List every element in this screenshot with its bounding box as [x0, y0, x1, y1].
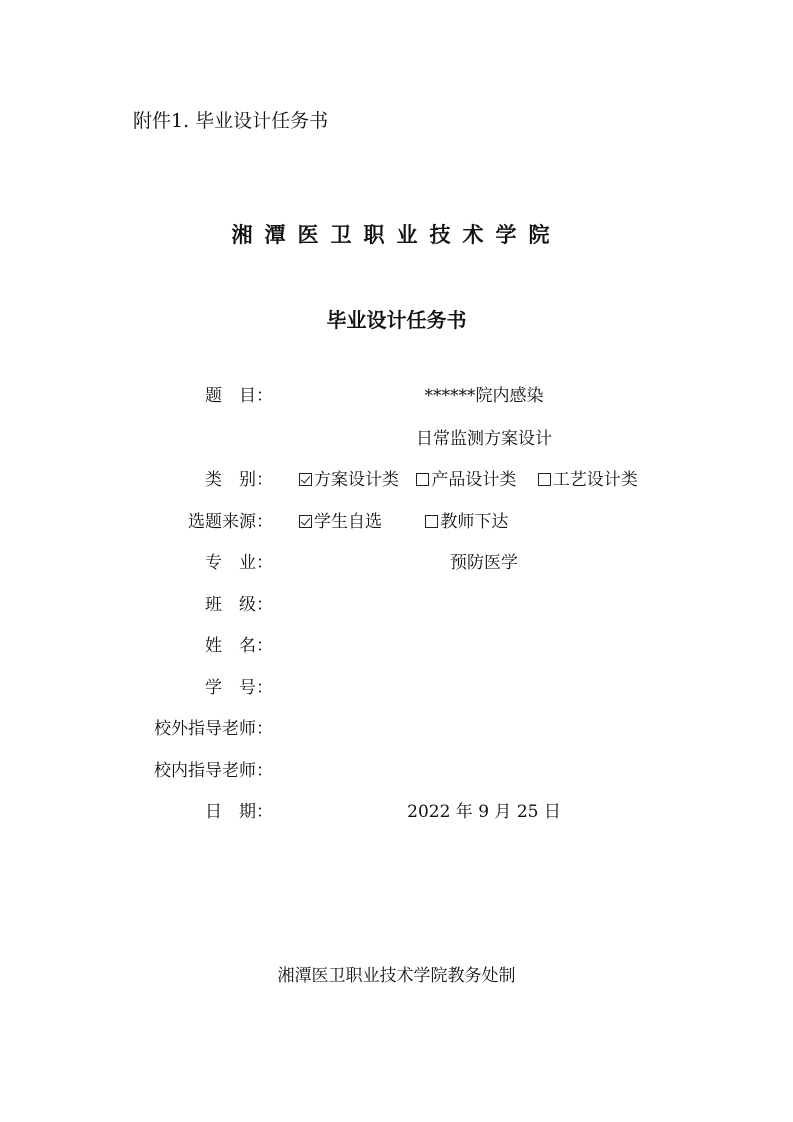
class-label: 班 级：: [205, 595, 273, 615]
footer-issuer: 湘潭医卫职业技术学院教务处制: [277, 966, 516, 986]
category-label: 类 别：: [205, 470, 273, 490]
option-label: 工艺设计类: [552, 470, 638, 490]
checkbox-icon[interactable]: [416, 473, 429, 486]
option-label: 学生自选: [314, 512, 382, 532]
checked-checkbox-icon[interactable]: [299, 473, 312, 486]
option-label: 产品设计类: [431, 470, 517, 490]
checked-checkbox-icon[interactable]: [299, 515, 312, 528]
category-option-scheme[interactable]: [299, 465, 399, 490]
category-option-product[interactable]: [416, 465, 516, 490]
internal-advisor-label: 校内指导老师：: [154, 761, 273, 781]
source-option-student[interactable]: [299, 507, 382, 532]
option-label: 方案设计类: [314, 470, 399, 490]
date-value: 2022 年 9 月 25 日: [407, 802, 561, 822]
document-title: 毕业设计任务书: [326, 308, 467, 332]
checkbox-icon[interactable]: [425, 515, 438, 528]
date-label: 日 期：: [205, 802, 273, 822]
option-label: 教师下达: [440, 512, 509, 532]
name-label: 姓 名：: [205, 636, 273, 656]
source-options: [299, 507, 508, 532]
topic-label: 题 目：: [205, 386, 273, 406]
school-name: 湘潭医卫职业技术学院: [231, 223, 562, 247]
source-option-teacher[interactable]: [425, 507, 508, 532]
major-value: 预防医学: [450, 553, 518, 573]
topic-value-line1: ******院内感染: [424, 386, 544, 406]
category-options: [299, 465, 638, 490]
student-id-label: 学 号：: [205, 678, 273, 698]
source-label: 选题来源：: [188, 512, 273, 532]
external-advisor-label: 校外指导老师：: [154, 719, 273, 739]
category-option-process[interactable]: [538, 465, 638, 490]
checkbox-icon[interactable]: [538, 473, 551, 486]
attachment-label: 附件1. 毕业设计任务书: [133, 110, 329, 132]
major-label: 专 业：: [205, 553, 273, 573]
topic-value-line2: 日常监测方案设计: [416, 429, 552, 449]
